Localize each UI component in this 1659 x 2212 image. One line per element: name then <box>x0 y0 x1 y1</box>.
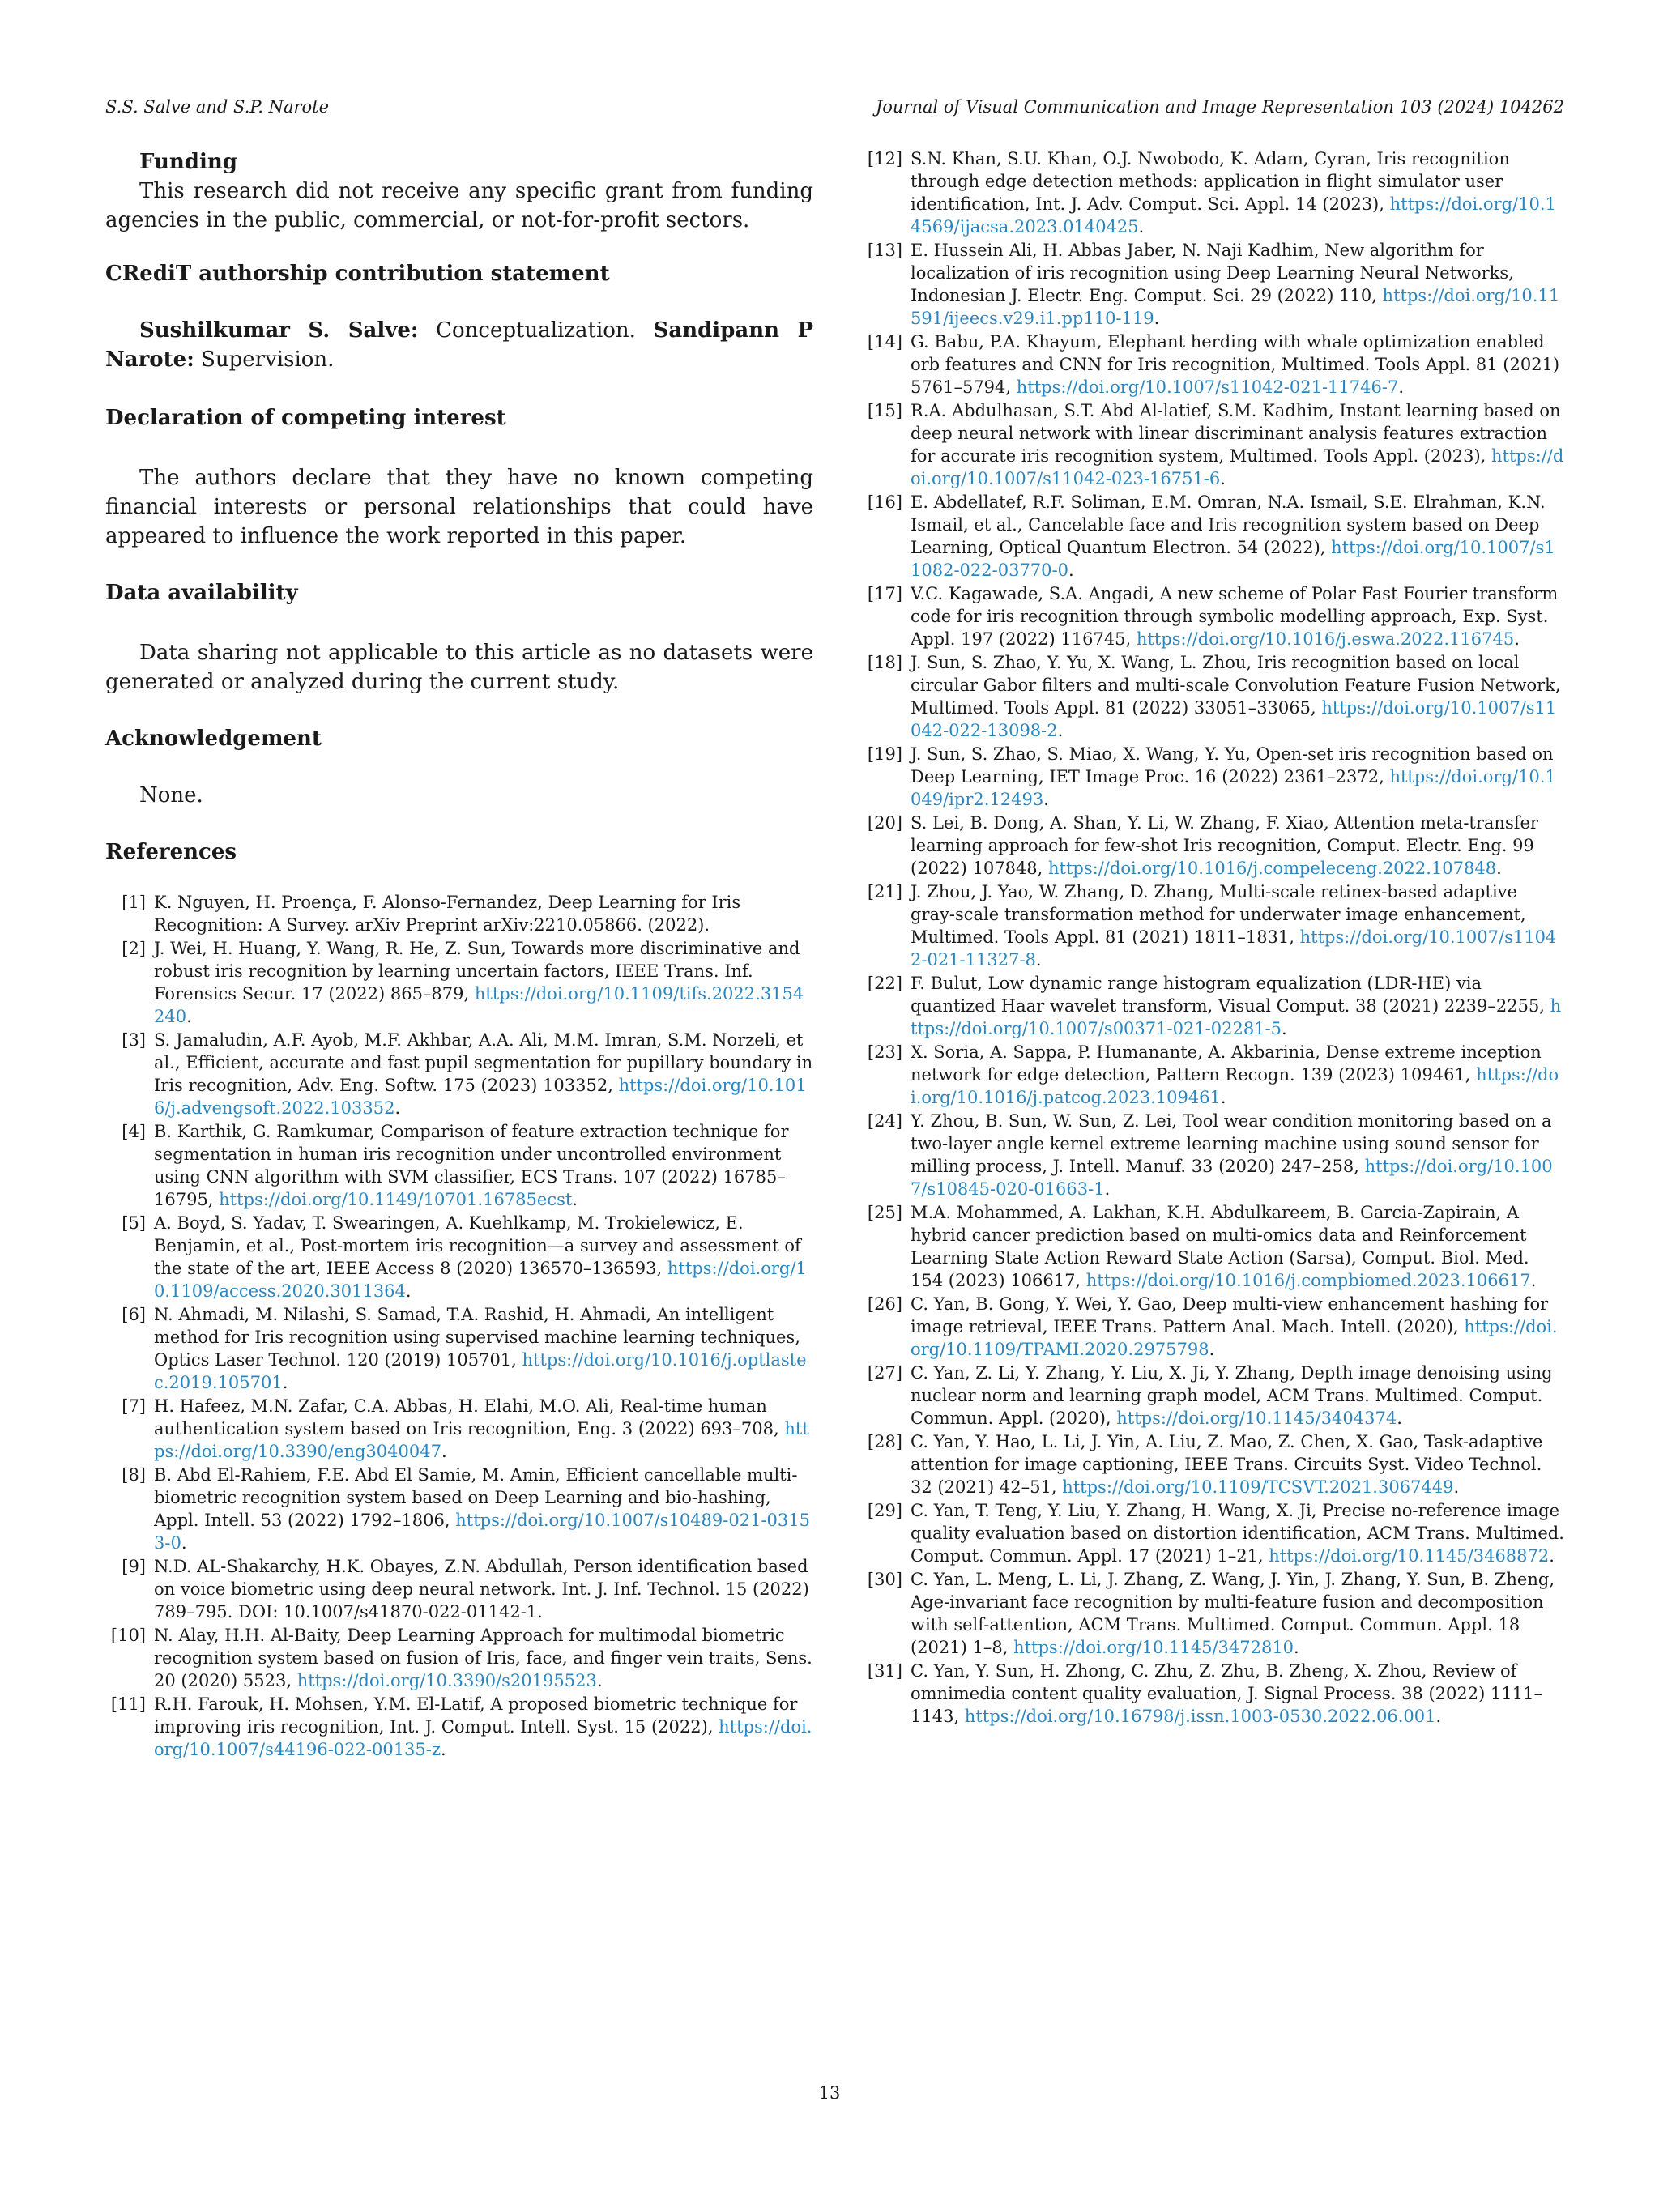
reference-item <box>864 1568 1565 1659</box>
reference-item <box>105 1624 813 1692</box>
reference-number: [3] <box>122 1030 146 1050</box>
reference-body <box>911 1499 1565 1567</box>
reference-doi-link[interactable]: https://doi.org/10.1109/access.2020.3011364 <box>154 1259 807 1301</box>
reference-item <box>864 1110 1565 1200</box>
reference-body <box>154 1029 813 1119</box>
reference-number: [6] <box>122 1305 146 1324</box>
reference-item <box>864 1362 1565 1430</box>
reference-end-period: . <box>1435 1707 1442 1726</box>
reference-body <box>911 651 1565 742</box>
reference-number: [2] <box>122 939 146 958</box>
credit-heading: CRediT authorship contribution statement <box>105 262 610 286</box>
reference-end-period: . <box>1154 309 1160 328</box>
reference-doi-link[interactable]: https://doi.org/10.1145/3472810 <box>1013 1638 1294 1657</box>
reference-body <box>911 1430 1565 1498</box>
reference-end-period: . <box>1496 859 1502 878</box>
credit-name-2: Sandipann P Narote: <box>105 318 813 372</box>
reference-doi-link[interactable]: https://doi.org/10.1145/3404374 <box>1116 1409 1397 1428</box>
reference-text: C. Yan, Y. Hao, L. Li, J. Yin, A. Liu, Z. Mao, Z. Chen, X. Gao, Task-adaptive attention for image captioning, IEEE Trans. Circuits Syst. Video Technol. 32 (2021) 42–51, <box>911 1432 1543 1497</box>
reference-doi-link[interactable]: https://doi.org/10.1145/3468872 <box>1269 1546 1550 1566</box>
reference-number: [9] <box>122 1557 146 1576</box>
right-column <box>864 147 1565 1728</box>
reference-end-period: . <box>440 1740 446 1759</box>
reference-number: [11] <box>110 1694 146 1714</box>
reference-number: [8] <box>122 1465 146 1485</box>
reference-body <box>911 972 1565 1040</box>
reference-number: [10] <box>110 1626 146 1645</box>
reference-number: [31] <box>867 1661 902 1681</box>
reference-item <box>864 1293 1565 1361</box>
data-availability-text: Data sharing not applicable to this article as no datasets were generated or analyzed during the current study. <box>105 641 813 694</box>
reference-text: B. Karthik, G. Ramkumar, Comparison of feature extraction technique for segmentation in human iris recognition under uncontrolled environment using CNN algorithm with SVM classifier, ECS Trans. 107 (2022) 16785–16795, <box>154 1122 789 1209</box>
reference-end-period: . <box>394 1098 401 1118</box>
reference-number: [22] <box>867 974 902 993</box>
reference-text: N. Ahmadi, M. Nilashi, S. Samad, T.A. Rashid, H. Ahmadi, An intelligent method for Iris recognition using supervised machine learning techniques, Optics Laser Technol. 120 (2019) 105701, <box>154 1305 800 1370</box>
funding-text: This research did not receive any specific grant from funding agencies in the public, commercial, or not-for-profit sectors. <box>105 179 813 232</box>
reference-doi-link[interactable]: https://doi.org/10.1109/tifs.2022.3154240 <box>154 984 804 1026</box>
reference-end-period: . <box>1209 1340 1215 1359</box>
reference-end-period: . <box>1220 469 1226 488</box>
reference-text: B. Abd El-Rahiem, F.E. Abd El Samie, M. Amin, Efficient cancellable multi-biometric recognition system based on Deep Learning and bio-hashing, Appl. Intell. 53 (2022) 1792–1806, <box>154 1465 798 1530</box>
reference-number: [1] <box>122 893 146 912</box>
reference-number: [19] <box>867 744 902 764</box>
reference-number: [24] <box>867 1111 902 1131</box>
reference-body <box>154 1212 813 1302</box>
reference-text: S. Lei, B. Dong, A. Shan, Y. Li, W. Zhang, F. Xiao, Attention meta-transfer learning approach for few-shot Iris recognition, Comput. Electr. Eng. 99 (2022) 107848, <box>911 813 1538 878</box>
reference-item <box>105 1212 813 1302</box>
reference-item <box>864 880 1565 971</box>
reference-text: C. Yan, B. Gong, Y. Wei, Y. Gao, Deep multi-view enhancement hashing for image retrieval, IEEE Trans. Pattern Anal. Mach. Intell. (2020), <box>911 1294 1549 1336</box>
reference-doi-link[interactable]: https://doi.org/10.1049/ipr2.12493 <box>911 767 1556 809</box>
reference-text: N. Alay, H.H. Al-Baity, Deep Learning Approach for multimodal biometric recognition system based on fusion of Iris, face, and finger vein traits, Sens. 20 (2020) 5523, <box>154 1626 812 1690</box>
reference-number: [30] <box>867 1570 902 1589</box>
reference-number: [16] <box>867 492 902 512</box>
reference-item <box>864 1041 1565 1109</box>
reference-item <box>864 1201 1565 1292</box>
reference-body <box>911 1201 1565 1292</box>
reference-doi-link[interactable]: https://doi.org/10.11591/ijeecs.v29.i1.pp110-119 <box>911 286 1560 328</box>
reference-item <box>105 1303 813 1394</box>
reference-doi-link[interactable]: https://doi.org/10.1016/j.compeleceng.2022.107848 <box>1048 859 1497 878</box>
reference-text: M.A. Mohammed, A. Lakhan, K.H. Abdulkareem, B. Garcia-Zapirain, A hybrid cancer prediction based on multi-omics data and Reinforcement Learning State Action Reward State Action (Sarsa), Comput. Biol. Med. 154 (2023) 106617, <box>911 1203 1529 1290</box>
reference-list-right <box>864 147 1565 1728</box>
reference-item <box>864 491 1565 582</box>
reference-item <box>864 1430 1565 1498</box>
reference-text: J. Sun, S. Zhao, Y. Yu, X. Wang, L. Zhou, Iris recognition based on local circular Gabor filters and multi-scale Convolution Feature Fusion Network, Multimed. Tools Appl. 81 (2022) 33051–33065, <box>911 653 1561 718</box>
reference-doi-link[interactable]: https://doi.org/10.3390/eng3040047 <box>154 1419 809 1461</box>
reference-number: [29] <box>867 1501 902 1520</box>
reference-number: [18] <box>867 653 902 672</box>
reference-doi-link[interactable]: https://doi.org/10.1007/s11042-022-13098-2 <box>911 698 1557 740</box>
reference-text: R.H. Farouk, H. Mohsen, Y.M. El-Latif, A proposed biometric technique for improving iris recognition, Int. J. Comput. Intell. Syst. 15 (2022), <box>154 1694 798 1737</box>
reference-item <box>864 812 1565 880</box>
reference-end-period: . <box>1068 560 1074 580</box>
reference-body <box>911 1041 1565 1109</box>
reference-end-period: . <box>1397 1409 1402 1428</box>
reference-end-period: . <box>1057 721 1064 740</box>
reference-end-period: . <box>1220 1088 1226 1107</box>
reference-number: [7] <box>122 1396 146 1416</box>
credit-text <box>105 316 813 374</box>
reference-text: F. Bulut, Low dynamic range histogram equalization (LDR-HE) via quantized Haar wavelet transform, Visual Comput. 38 (2021) 2239–2255, <box>911 974 1550 1016</box>
reference-doi-link[interactable]: https://doi.org/10.1016/j.optlastec.2019.105701 <box>154 1350 807 1392</box>
reference-body <box>911 491 1565 582</box>
reference-end-period: . <box>181 1533 187 1553</box>
reference-number: [17] <box>867 584 902 603</box>
reference-doi-link[interactable]: https://doi.org/10.1109/TCSVT.2021.3067449 <box>1062 1477 1454 1497</box>
reference-body <box>911 1568 1565 1659</box>
reference-number: [20] <box>867 813 902 833</box>
reference-end-period: . <box>1043 790 1049 809</box>
reference-doi-link[interactable]: https://doi.org/10.1149/10701.16785ecst <box>219 1190 573 1209</box>
reference-text: R.A. Abdulhasan, S.T. Abd Al-latief, S.M. Kadhim, Instant learning based on deep neural network with linear discriminant analysis features extraction for accurate iris recognition system, Multimed. Tools Appl. (2023), <box>911 401 1561 466</box>
funding-heading: Funding <box>139 150 237 174</box>
reference-end-period: . <box>1453 1477 1460 1497</box>
acknowledgement-heading: Acknowledgement <box>105 727 322 751</box>
reference-text: S.N. Khan, S.U. Khan, O.J. Nwobodo, K. Adam, Cyran, Iris recognition through edge detection methods: application in flight simulator user identification, Int. J. Adv. Comput. Sci. Appl. 14 (2023), <box>911 149 1510 214</box>
reference-body <box>154 1464 813 1554</box>
reference-end-period: . <box>282 1373 288 1392</box>
reference-doi-link[interactable]: https://doi.org/10.1007/s11042-023-16751-6 <box>911 446 1564 488</box>
reference-item <box>864 582 1565 650</box>
reference-item <box>105 1693 813 1761</box>
reference-body <box>154 1555 813 1623</box>
reference-item <box>864 972 1565 1040</box>
reference-text: H. Hafeez, M.N. Zafar, C.A. Abbas, H. Elahi, M.O. Ali, Real-time human authentication system based on Iris recognition, Eng. 3 (2022) 693–708, <box>154 1396 785 1438</box>
reference-body <box>154 1624 813 1692</box>
reference-body <box>911 399 1565 490</box>
reference-number: [14] <box>867 332 902 352</box>
reference-end-period: . <box>186 1007 192 1026</box>
reference-body <box>911 812 1565 880</box>
reference-body <box>911 147 1565 238</box>
reference-text: C. Yan, Z. Li, Y. Zhang, Y. Liu, X. Ji, Y. Zhang, Depth image denoising using nuclear norm and learning graph model, ACM Trans. Multimed. Comput. Commun. Appl. (2020), <box>911 1363 1553 1428</box>
reference-number: [12] <box>867 149 902 168</box>
reference-body <box>154 937 813 1028</box>
reference-end-period: . <box>596 1671 603 1690</box>
reference-text: E. Abdellatef, R.F. Soliman, E.M. Omran, N.A. Ismail, S.E. Elrahman, K.N. Ismail, et al., Cancelable face and Iris recognition system based on Deep Learning, Optical Quantum Electron. 54 (2022), <box>911 492 1546 557</box>
reference-body <box>911 743 1565 811</box>
reference-end-period: . <box>1530 1271 1537 1290</box>
reference-number: [5] <box>122 1213 146 1233</box>
reference-doi-link[interactable]: https://doi.org/10.1016/j.eswa.2022.116745 <box>1136 629 1515 649</box>
reference-number: [4] <box>122 1122 146 1141</box>
reference-text: J. Sun, S. Zhao, S. Miao, X. Wang, Y. Yu, Open-set iris recognition based on Deep Learning, IET Image Proc. 16 (2022) 2361–2372, <box>911 744 1554 786</box>
reference-body <box>154 1395 813 1463</box>
reference-body <box>911 1660 1565 1728</box>
reference-end-period: . <box>1282 1019 1287 1038</box>
reference-doi-link[interactable]: https://doi.org/10.1007/s00371-021-02281-5 <box>911 996 1562 1038</box>
reference-text: C. Yan, Y. Sun, H. Zhong, C. Zhu, Z. Zhu, B. Zheng, X. Zhou, Review of omnimedia content quality evaluation, J. Signal Process. 38 (2022) 1111–1143, <box>911 1661 1542 1726</box>
reference-doi-link[interactable]: https://doi.org/10.16798/j.issn.1003-0530.2022.06.001 <box>964 1707 1436 1726</box>
reference-text: C. Yan, L. Meng, L. Li, J. Zhang, Z. Wang, J. Yin, J. Zhang, Y. Sun, B. Zheng, Age-invariant face recognition by multi-feature fusion and decomposition with self-attention, ACM Trans. Multimed. Comput. Commun. Appl. 18 (2021) 1–8, <box>911 1570 1555 1657</box>
reference-item <box>105 1120 813 1211</box>
reference-doi-link[interactable]: https://doi.org/10.1007/s11042-021-11746-7 <box>1016 377 1399 397</box>
references-heading: References <box>105 840 237 864</box>
reference-body <box>154 1303 813 1394</box>
reference-number: [21] <box>867 882 902 901</box>
reference-item <box>864 399 1565 490</box>
reference-text: Y. Zhou, B. Sun, W. Sun, Z. Lei, Tool wear condition monitoring based on a two-layer angle kernel extreme learning machine using sound sensor for milling process, J. Intell. Manuf. 33 (2020) 247–258, <box>911 1111 1552 1176</box>
reference-end-period: . <box>572 1190 578 1209</box>
reference-body <box>911 239 1565 330</box>
reference-item <box>864 1499 1565 1567</box>
reference-doi-link[interactable]: https://doi.org/10.1007/s10845-020-01663-1 <box>911 1157 1553 1199</box>
reference-item <box>864 330 1565 399</box>
reference-end-period: . <box>1104 1179 1111 1199</box>
reference-end-period: . <box>441 1442 447 1461</box>
reference-body <box>154 891 813 936</box>
data-availability-heading: Data availability <box>105 581 298 605</box>
reference-doi-link[interactable]: https://doi.org/10.1016/j.patcog.2023.109461 <box>911 1065 1559 1107</box>
competing-interest-text: The authors declare that they have no known competing financial interests or personal relationships that could have appeared to influence the work reported in this paper. <box>105 466 813 548</box>
reference-doi-link[interactable]: https://doi.org/10.1016/j.advengsoft.2022.103352 <box>154 1076 807 1118</box>
reference-doi-link[interactable]: https://doi.org/10.1109/TPAMI.2020.2975798 <box>911 1317 1558 1359</box>
reference-text: J. Wei, H. Huang, Y. Wang, R. He, Z. Sun, Towards more discriminative and robust iris recognition by learning uncertain factors, IEEE Trans. Inf. Forensics Secur. 17 (2022) 865–879, <box>154 939 800 1004</box>
reference-text: N.D. AL-Shakarchy, H.K. Obayes, Z.N. Abdullah, Person identification based on voice biometric using deep neural network. Int. J. Inf. Technol. 15 (2022) 789–795. DOI: 10.1007/s41870-022-01142-1. <box>154 1557 809 1622</box>
running-head-authors: S.S. Salve and S.P. Narote <box>105 97 330 117</box>
reference-end-period: . <box>1514 629 1520 649</box>
reference-end-period: . <box>1035 950 1042 970</box>
reference-number: [13] <box>867 241 902 260</box>
reference-item <box>105 1464 813 1554</box>
reference-text: V.C. Kagawade, S.A. Angadi, A new scheme of Polar Fast Fourier transform code for iris recognition through symbolic modelling approach, Exp. Syst. Appl. 197 (2022) 116745, <box>911 584 1559 649</box>
reference-doi-link[interactable]: https://doi.org/10.1007/s11042-021-11327-8 <box>911 927 1557 970</box>
reference-body <box>911 1110 1565 1200</box>
reference-item <box>105 1555 813 1623</box>
reference-item <box>105 891 813 936</box>
credit-name-1: Sushilkumar S. Salve: <box>139 318 419 343</box>
reference-doi-link[interactable]: https://doi.org/10.1007/s44196-022-00135-z <box>154 1717 812 1759</box>
reference-number: [23] <box>867 1042 902 1062</box>
reference-doi-link[interactable]: https://doi.org/10.3390/s20195523 <box>296 1671 597 1690</box>
reference-number: [26] <box>867 1294 902 1314</box>
reference-body <box>154 1120 813 1211</box>
page-number: 13 <box>818 2083 841 2103</box>
credit-role-2: Supervision. <box>194 347 335 372</box>
reference-body <box>911 1293 1565 1361</box>
reference-doi-link[interactable]: https://doi.org/10.1016/j.compbiomed.2023.106617 <box>1085 1271 1531 1290</box>
reference-item <box>864 239 1565 330</box>
reference-number: [28] <box>867 1432 902 1451</box>
reference-text: E. Hussein Ali, H. Abbas Jaber, N. Naji Kadhim, New algorithm for localization of iris recognition using Deep Learning Neural Networks, Indonesian J. Electr. Eng. Comput. Sci. 29 (2022) 110, <box>911 241 1514 305</box>
competing-interest-heading: Declaration of competing interest <box>105 406 506 430</box>
reference-item <box>105 1029 813 1119</box>
reference-text: S. Jamaludin, A.F. Ayob, M.F. Akhbar, A.A. Ali, M.M. Imran, S.M. Norzeli, et al., Efficient, accurate and fast pupil segmentation for pupillary boundary in Iris recognition, Adv. Eng. Softw. 175 (2023) 103352, <box>154 1030 813 1095</box>
reference-item <box>864 147 1565 238</box>
reference-text: C. Yan, T. Teng, Y. Liu, Y. Zhang, H. Wang, X. Ji, Precise no-reference image quality evaluation based on distortion identification, ACM Trans. Multimed. Comput. Commun. Appl. 17 (2021) 1–21, <box>911 1501 1564 1566</box>
reference-body <box>911 1362 1565 1430</box>
reference-item <box>105 937 813 1028</box>
reference-item <box>864 651 1565 742</box>
reference-list-left <box>105 891 813 1761</box>
reference-body <box>154 1693 813 1761</box>
reference-number: [27] <box>867 1363 902 1383</box>
reference-doi-link[interactable]: https://doi.org/10.1007/s10489-021-03153-0 <box>154 1511 810 1553</box>
reference-body <box>911 880 1565 971</box>
reference-text: J. Zhou, J. Yao, W. Zhang, D. Zhang, Multi-scale retinex-based adaptive gray-scale transformation method for underwater image enhancement, Multimed. Tools Appl. 81 (2021) 1811–1831, <box>911 882 1526 947</box>
left-column <box>105 147 813 1762</box>
reference-item <box>864 1660 1565 1728</box>
reference-item <box>105 1395 813 1463</box>
reference-item <box>864 743 1565 811</box>
reference-end-period: . <box>1549 1546 1555 1566</box>
reference-end-period: . <box>1294 1638 1299 1657</box>
reference-body <box>911 582 1565 650</box>
reference-text: A. Boyd, S. Yadav, T. Swearingen, A. Kuehlkamp, M. Trokielewicz, E. Benjamin, et al., Post-mortem iris recognition—a survey and assessment of the state of the art, IEEE Access 8 (2020) 136570–136593, <box>154 1213 801 1278</box>
credit-role-1: Conceptualization. <box>418 318 654 343</box>
reference-doi-link[interactable]: https://doi.org/10.14569/ijacsa.2023.0140425 <box>911 194 1556 237</box>
reference-number: [25] <box>867 1203 902 1222</box>
running-head-journal: Journal of Visual Communication and Image Representation 103 (2024) 104262 <box>875 97 1564 117</box>
reference-doi-link[interactable]: https://doi.org/10.1007/s11082-022-03770-0 <box>911 538 1555 580</box>
reference-text: X. Soria, A. Sappa, P. Humanante, A. Akbarinia, Dense extreme inception network for edge detection, Pattern Recogn. 139 (2023) 109461, <box>911 1042 1542 1085</box>
reference-number: [15] <box>867 401 902 420</box>
reference-text: G. Babu, P.A. Khayum, Elephant herding with whale optimization enabled orb features and CNN for Iris recognition, Multimed. Tools Appl. 81 (2021) 5761–5794, <box>911 332 1560 397</box>
reference-body <box>911 330 1565 399</box>
acknowledgement-text: None. <box>139 783 203 808</box>
reference-end-period: . <box>1138 217 1145 237</box>
reference-end-period: . <box>1398 377 1404 397</box>
reference-text: K. Nguyen, H. Proença, F. Alonso-Fernandez, Deep Learning for Iris Recognition: A Survey. arXiv Preprint arXiv:2210.05866. (2022). <box>154 893 741 935</box>
reference-end-period: . <box>405 1281 412 1301</box>
